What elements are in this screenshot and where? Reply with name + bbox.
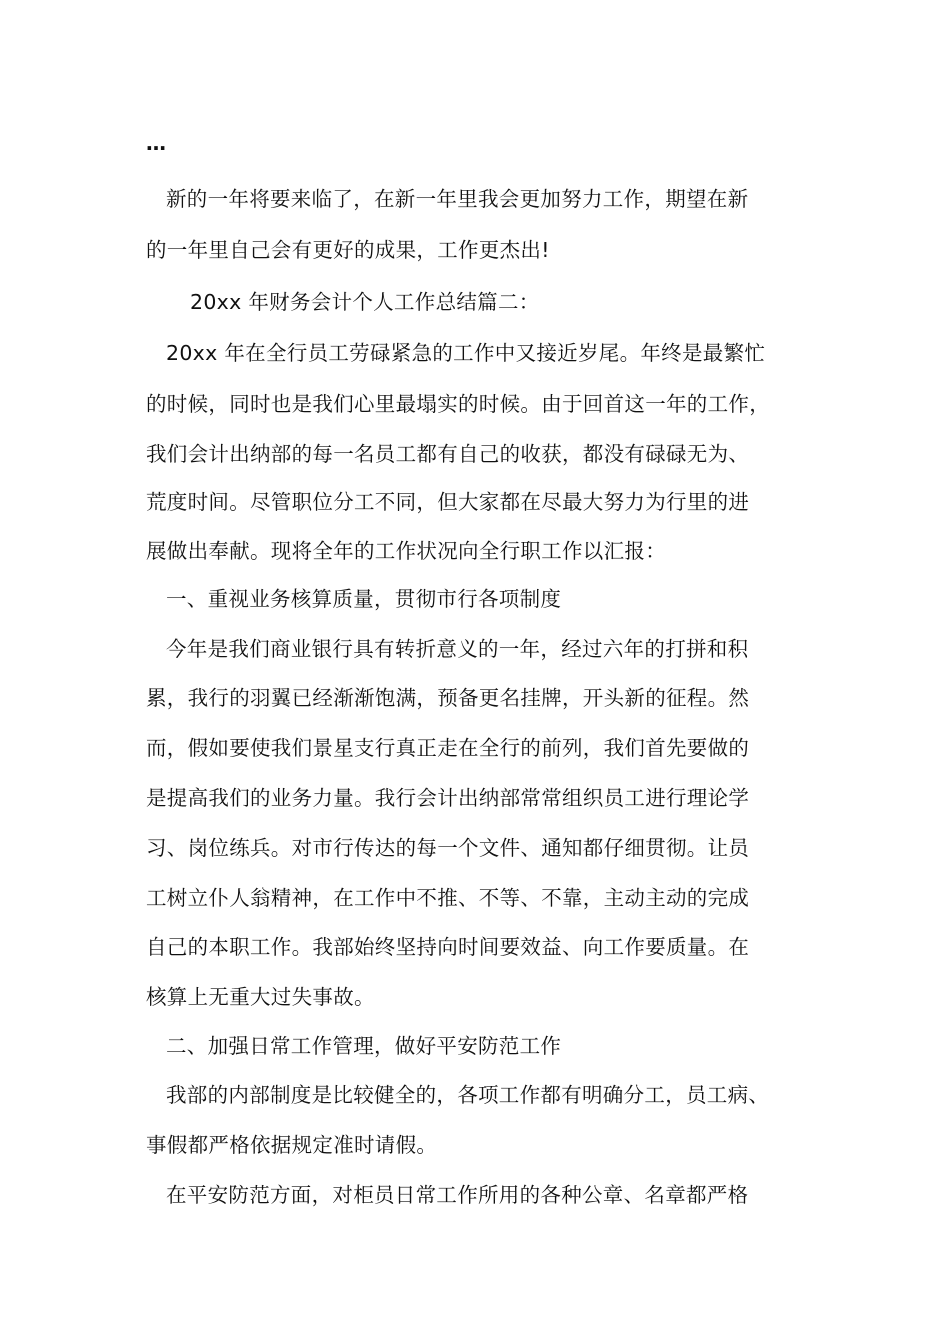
paragraph-line: 展做出奉献。现将全年的工作状况向全行职工作以汇报：	[146, 539, 666, 563]
paragraph-line: 在平安防范方面，对柜员日常工作所用的各种公章、名章都严格	[166, 1183, 749, 1207]
paragraph-line: 习、岗位练兵。对市行传达的每一个文件、通知都仔细贯彻。让员	[146, 836, 750, 860]
paragraph-line: 荒度时间。尽管职位分工不同，但大家都在尽最大努力为行里的进	[146, 490, 750, 514]
paragraph-line: 累，我行的羽翼已经渐渐饱满，预备更名挂牌，开头新的征程。然	[146, 686, 750, 710]
ellipsis-mark: …	[146, 131, 167, 155]
paragraph-line: 核算上无重大过失事故。	[146, 985, 375, 1009]
paragraph-line: 新的一年将要来临了，在新一年里我会更加努力工作，期望在新	[166, 187, 749, 211]
paragraph-line: 的一年里自己会有更好的成果，工作更杰出!	[146, 238, 550, 262]
paragraph-line: 是提高我们的业务力量。我行会计出纳部常常组织员工进行理论学	[146, 786, 750, 810]
paragraph-line: 我们会计出纳部的每一名员工都有自己的收获，都没有碌碌无为、	[146, 442, 750, 466]
paragraph-line: 自己的本职工作。我部始终坚持向时间要效益、向工作要质量。在	[146, 935, 750, 959]
section-heading: 二、加强日常工作管理，做好平安防范工作	[166, 1034, 562, 1058]
paragraph-line: 事假都严格依据规定准时请假。	[146, 1133, 438, 1157]
section-heading: 20xx 年财务会计个人工作总结篇二：	[190, 290, 540, 314]
paragraph-line: 20xx 年在全行员工劳碌紧急的工作中又接近岁尾。年终是最繁忙	[166, 341, 766, 365]
paragraph-line: 而，假如要使我们景星支行真正走在全行的前列，我们首先要做的	[146, 736, 750, 760]
paragraph-line: 我部的内部制度是比较健全的，各项工作都有明确分工，员工病、	[166, 1083, 770, 1107]
paragraph-line: 的时候，同时也是我们心里最塌实的时候。由于回首这一年的工作，	[146, 392, 770, 416]
paragraph-line: 今年是我们商业银行具有转折意义的一年，经过六年的打拼和积	[166, 637, 749, 661]
section-heading: 一、重视业务核算质量，贯彻市行各项制度	[166, 587, 562, 611]
paragraph-line: 工树立仆人翁精神，在工作中不推、不等、不靠，主动主动的完成	[146, 886, 750, 910]
